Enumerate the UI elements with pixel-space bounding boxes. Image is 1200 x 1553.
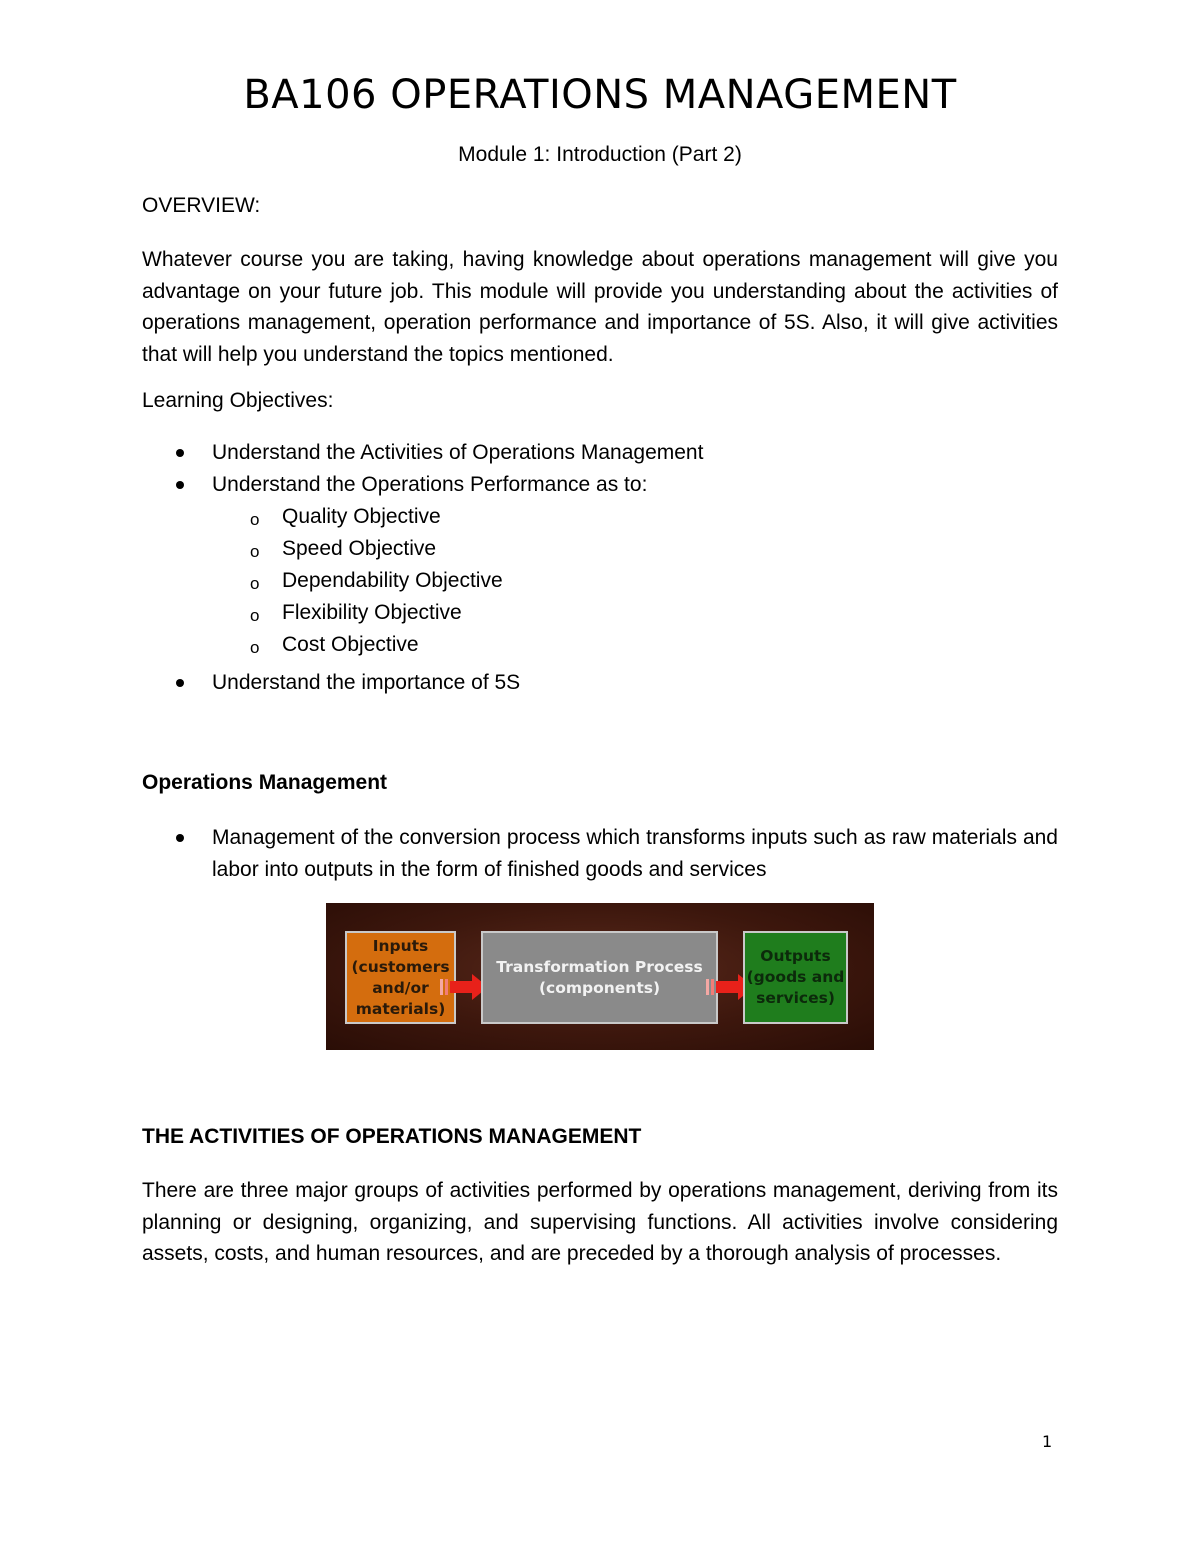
circle-bullet-icon: o — [250, 510, 260, 529]
bullet-icon — [176, 679, 184, 687]
learning-objectives-label: Learning Objectives: — [142, 389, 334, 412]
list-item-text: Understand the importance of 5S — [212, 671, 521, 694]
circle-bullet-icon: o — [250, 638, 260, 657]
bullet-icon — [176, 449, 184, 457]
overview-paragraph: Whatever course you are taking, having knowledge about operations management will give you advantage on your future job. This module will provide you understanding about the activities of operations management, operation performance and importance of 5S. Also, it will give activities that will help you understand the topics mentioned. — [142, 248, 1058, 366]
bullet-icon — [176, 834, 184, 842]
sub-list — [212, 501, 1058, 661]
module-subtitle: Module 1: Introduction (Part 2) — [458, 143, 742, 166]
sub-list-item-text: Quality Objective — [282, 505, 441, 528]
outputs-label: Outputs (goods and services) — [746, 947, 845, 1007]
sub-list-item — [212, 565, 1058, 597]
list-item-text: Understand the Operations Performance as to: — [212, 473, 648, 496]
transformation-process-diagram — [326, 903, 874, 1050]
transformation-box — [481, 931, 718, 1024]
activities-heading: THE ACTIVITIES OF OPERATIONS MANAGEMENT — [142, 1125, 642, 1148]
list-item — [142, 822, 1058, 886]
transformation-label: Transformation Process (components) — [496, 957, 703, 997]
outputs-box — [743, 931, 848, 1024]
sub-list-item — [212, 597, 1058, 629]
sub-list-item-text: Flexibility Objective — [282, 601, 462, 624]
page-number: 1 — [1042, 1432, 1053, 1451]
list-item — [142, 667, 1058, 699]
list-item — [142, 437, 1058, 469]
learning-objectives-list-continued — [142, 667, 1058, 699]
sub-list-item — [212, 533, 1058, 565]
page-title: BA106 OPERATIONS MANAGEMENT — [243, 72, 957, 118]
overview-label: OVERVIEW: — [142, 194, 261, 217]
inputs-label: Inputs (customers and/or materials) — [351, 936, 450, 1018]
learning-objectives-list — [142, 437, 1058, 661]
circle-bullet-icon: o — [250, 542, 260, 561]
list-item — [142, 469, 1058, 661]
activities-paragraph: There are three major groups of activities performed by operations management, deriving from its planning or designing, organizing, and supervising functions. All activities involve considering assets, costs, and human resources, and are preceded by a thorough analysis of processes. — [142, 1179, 1058, 1265]
circle-bullet-icon: o — [250, 574, 260, 593]
sub-list-item-text: Speed Objective — [282, 537, 437, 560]
operations-management-list — [142, 822, 1058, 886]
circle-bullet-icon: o — [250, 606, 260, 625]
sub-list-item-text: Dependability Objective — [282, 569, 503, 592]
operations-management-heading: Operations Management — [142, 771, 388, 794]
sub-list-item-text: Cost Objective — [282, 633, 419, 656]
sub-list-item — [212, 501, 1058, 533]
list-item-text: Management of the conversion process which transforms inputs such as raw materials and labor into outputs in the form of finished goods and services — [212, 826, 1058, 881]
bullet-icon — [176, 481, 184, 489]
list-item-text: Understand the Activities of Operations Management — [212, 441, 704, 464]
sub-list-item — [212, 629, 1058, 661]
